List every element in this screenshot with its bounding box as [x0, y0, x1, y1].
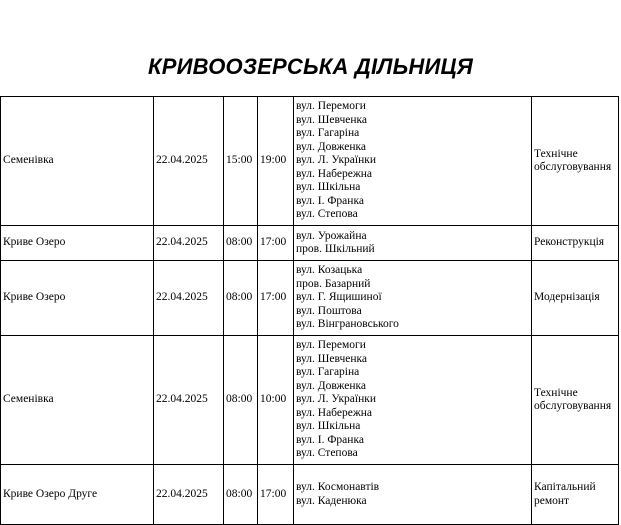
start-time-cell: 08:00: [224, 336, 258, 465]
start-time-cell: 08:00: [224, 226, 258, 261]
date-cell: 22.04.2025: [154, 226, 224, 261]
date-cell: 22.04.2025: [154, 261, 224, 336]
street-name: вул. Шкільна: [296, 181, 361, 194]
street-name: вул. Гагаріна: [296, 366, 360, 379]
table-row: [1, 261, 619, 336]
street-name: вул. Перемоги: [296, 100, 366, 113]
reason-cell: Капітальний ремонт: [532, 465, 619, 525]
street-name: вул. Шкільна: [296, 420, 361, 433]
reason-cell: Технічне обслуговування: [532, 336, 619, 465]
end-time-cell: 17:00: [258, 465, 294, 525]
table-row: [1, 226, 619, 261]
street-name: вул. І. Франка: [296, 194, 364, 207]
street-name: вул. Набережна: [296, 167, 373, 180]
street-name: вул. Каденюка: [296, 494, 367, 507]
street-name: вул. Урожайна: [296, 229, 367, 242]
street-name: вул. Перемоги: [296, 339, 366, 352]
end-time-cell: 17:00: [258, 226, 294, 261]
reason-cell: Модернізація: [532, 261, 619, 336]
streets-cell: [294, 261, 532, 336]
end-time-cell: 10:00: [258, 336, 294, 465]
settlement-cell: Криве Озеро: [1, 261, 154, 336]
streets-cell: [294, 465, 532, 525]
settlement-cell: Криве Озеро Друге: [1, 465, 154, 525]
street-name: вул. Поштова: [296, 304, 362, 317]
table-row: [1, 97, 619, 226]
street-name: вул. Вінграновського: [296, 318, 399, 331]
settlement-cell: Семенівка: [1, 336, 154, 465]
street-name: вул. Шевченка: [296, 113, 368, 126]
start-time-cell: 08:00: [224, 465, 258, 525]
date-cell: 22.04.2025: [154, 336, 224, 465]
end-time-cell: 19:00: [258, 97, 294, 226]
street-name: вул. І. Франка: [296, 433, 364, 446]
street-name: вул. Степова: [296, 208, 358, 221]
streets-cell: [294, 97, 532, 226]
streets-cell: [294, 336, 532, 465]
start-time-cell: 08:00: [224, 261, 258, 336]
street-name: пров. Базарний: [296, 277, 371, 290]
street-name: вул. Шевченка: [296, 352, 368, 365]
street-name: пров. Шкільний: [296, 243, 375, 255]
settlement-cell: Семенівка: [1, 97, 154, 226]
settlement-cell: Криве Озеро: [1, 226, 154, 261]
reason-cell: Технічне обслуговування: [532, 97, 619, 226]
date-cell: 22.04.2025: [154, 465, 224, 525]
outage-schedule-table: [0, 96, 619, 525]
street-name: вул. Л. Українки: [296, 393, 376, 406]
streets-cell: [294, 226, 532, 261]
date-cell: 22.04.2025: [154, 97, 224, 226]
table-row: [1, 336, 619, 465]
street-name: вул. Л. Українки: [296, 154, 376, 167]
street-name: вул. Космонавтів: [296, 481, 380, 493]
reason-cell: Реконструкція: [532, 226, 619, 261]
street-name: вул. Довженка: [296, 140, 367, 153]
street-name: вул. Г. Ящишиної: [296, 291, 382, 304]
street-name: вул. Набережна: [296, 406, 373, 419]
table-row: [1, 465, 619, 525]
street-name: вул. Довженка: [296, 379, 367, 392]
page-title: КРИВООЗЕРСЬКА ДІЛЬНИЦЯ: [148, 54, 473, 79]
end-time-cell: 17:00: [258, 261, 294, 336]
start-time-cell: 15:00: [224, 97, 258, 226]
street-name: вул. Гагаріна: [296, 127, 360, 140]
street-name: вул. Степова: [296, 447, 358, 460]
street-name: вул. Козацька: [296, 264, 363, 277]
